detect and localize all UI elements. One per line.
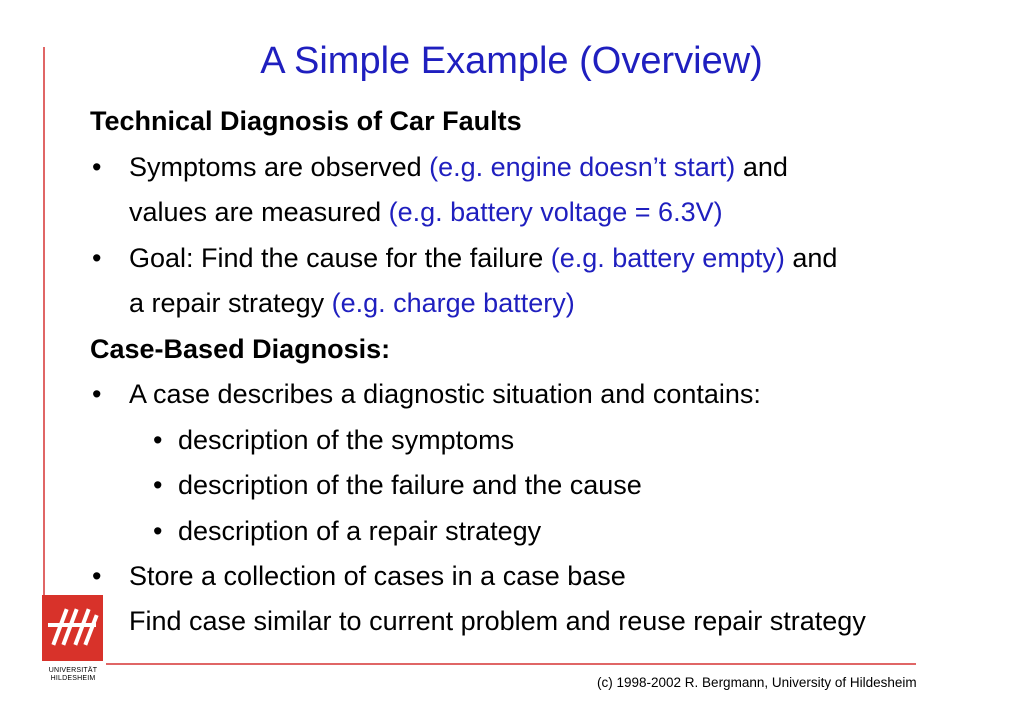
section2-item3: Find case similar to current problem and reuse repair strategy	[129, 606, 866, 636]
item-text: and	[735, 152, 788, 182]
section1-item2-line2	[129, 286, 575, 320]
item-example: (e.g. engine doesn’t start)	[429, 152, 736, 182]
item-text: Symptoms are observed	[129, 152, 430, 182]
item-example: (e.g. battery empty)	[550, 243, 785, 273]
item-text: values are measured	[129, 197, 389, 227]
logo-text-line2: HILDESHEIM	[50, 675, 96, 682]
section2-item1: A case describes a diagnostic situation and contains:	[129, 379, 761, 409]
left-border-line	[43, 47, 45, 595]
sub-bullet-icon: •	[153, 470, 163, 500]
item-text: and	[784, 243, 838, 273]
bullet-icon: •	[92, 152, 102, 182]
university-logo	[42, 595, 103, 661]
section1-item1-line1	[129, 150, 788, 184]
university-logo-text	[42, 667, 104, 683]
bullet-icon: •	[92, 561, 102, 591]
item-text: a repair strategy	[129, 288, 332, 318]
university-logo-mark-icon	[42, 595, 103, 661]
bullet-icon: •	[92, 379, 102, 409]
item-text: Goal: Find the cause for the failure	[129, 243, 551, 273]
item-example: (e.g. battery voltage = 6.3V)	[388, 197, 723, 227]
section2-item2: Store a collection of cases in a case base	[129, 561, 626, 591]
section1-item1-line2	[129, 195, 723, 229]
bullet-icon: •	[92, 243, 102, 273]
section1-item2-line1	[129, 241, 837, 275]
section2-subitem: description of the failure and the cause	[178, 470, 642, 500]
footer-copyright: (c) 1998-2002 R. Bergmann, University of Hildesheim	[597, 675, 917, 690]
footer-divider	[106, 663, 916, 665]
section2-heading: Case-Based Diagnosis:	[90, 334, 391, 364]
slide-title: A Simple Example (Overview)	[260, 40, 763, 82]
section2-subitem: description of a repair strategy	[178, 516, 542, 546]
sub-bullet-icon: •	[153, 425, 163, 455]
section2-subitem: description of the symptoms	[178, 425, 515, 455]
section1-heading: Technical Diagnosis of Car Faults	[90, 106, 522, 136]
sub-bullet-icon: •	[153, 516, 163, 546]
logo-text-line1: UNIVERSITÄT	[48, 667, 98, 674]
item-example: (e.g. charge battery)	[331, 288, 575, 318]
